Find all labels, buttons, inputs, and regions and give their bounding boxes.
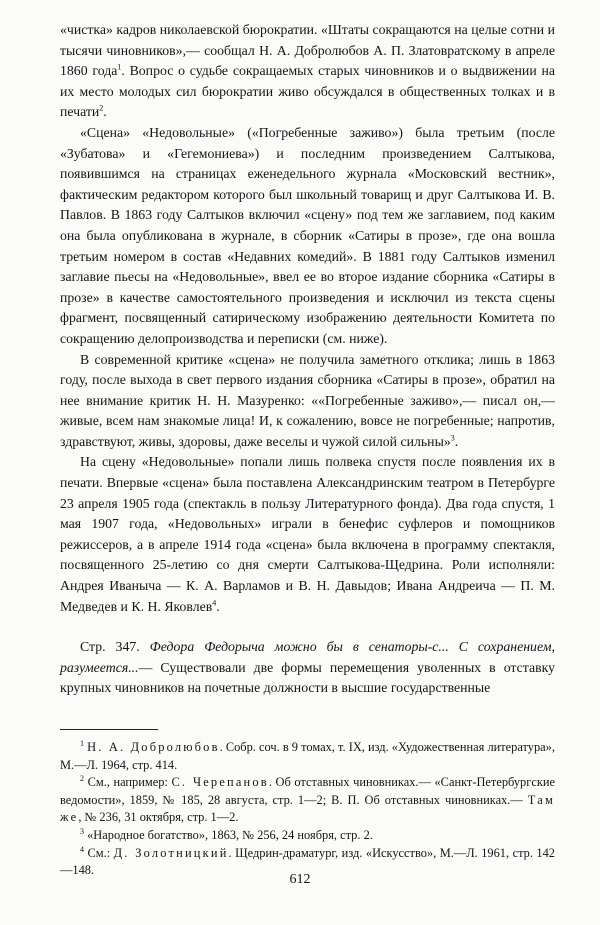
footnote-author: Н. А. Добролюбов	[87, 740, 220, 754]
footnote-1: $^1$ Н. А. Добролюбов. Собр. соч. в 9 томах, т. IX, изд. «Художественная литература», М.—Л. 1964, стр. 414.	[60, 738, 555, 772]
page-number: 612	[289, 872, 311, 887]
footnote-ref-3: 3	[450, 433, 455, 443]
paragraph-4: На сцену «Недовольные» попали лишь полвека спустя после появления их в печати. Впервые «сцена» была поставлена Александринским театром в Петербурге 23 апреля 1905 года (спектакль в пользу Литературного фонда). Два года спустя, 1 мая 1907 года, «Недовольных» играли в бенефис суфлеров и помощников режиссеров, а в апреле 1914 года «сцена» была включена в программу спектакля, посвященного 25-летию со дня смерти Салтыкова-Щедрина. Роли исполняли: Андрея Иваныча — К. А. Варламов и В. Н. Давыдов; Ивана Андреича — П. М. Медведев и К. Н. Яковлев$^4$.	[60, 454, 555, 614]
footnote-ref-4: 4	[212, 598, 217, 608]
footnote-divider	[60, 729, 158, 730]
footnote-author: Д. Золотницкий	[113, 845, 229, 860]
main-text	[60, 20, 555, 699]
footnote-3: $^3$ «Народное богатство», 1863, № 256, 24 ноября, стр. 2.	[80, 826, 373, 842]
commentary-quote: Федора Федорыча можно бы в сенаторы-с... С сохранением, разумеется...	[60, 639, 555, 675]
paragraph-2: «Сцена» «Недовольные» («Погребенные заживо») была третьим (после «Зубатова» и «Гегемониева») и последним произведением Салтыкова, появившимся на страницах еженедельного журнала «Московский вестник», фактическим редактором которого был школьный товарищ и друг Салтыкова И. В. Павлов. В 1863 году Салтыков включил «сцену» под тем же заглавием, под каким она была опубликована в журнале, в сборник «Сатиры в прозе», где она вошла третьим номером в состав «Недавних комедий». В 1881 году Салтыков изменил заглавие пьесы на «Недовольные», ввел ее во второе издание сборника «Сатиры в прозе» в качестве самостоятельного произведения и исключил из текста сцены фрагмент, посвященный сатирическому изображению деятельности Комитета по сокращению делопроизводства и переписки (см. ниже).	[60, 124, 555, 346]
paragraph-3: В современной критике «сцена» не получила заметного отклика; лишь в 1863 году, после выхода в свет первого издания сборника «Сатиры в прозе», обратил на нее внимание критик Н. Н. Мазуренко: ««Погребенные заживо»,— писал он,— живые, всем нам знакомые лица! И, к сожалению, вовсе не погребенные; напротив, здравствуют, живы, здоровы, даже веселы и чужой силой сильны»$^3$.	[60, 351, 555, 449]
footnote-2: $^2$ См., например: С. Черепанов. Об отставных чиновниках.— «Санкт-Петербургские ведомости», 1859, № 185, 28 августа, стр. 1—2; В. П. Об отставных чиновниках.— Там же, № 236, 31 октября, стр. 1—2.	[60, 774, 555, 825]
footnote-author: С. Черепанов	[171, 775, 269, 790]
footnotes	[60, 739, 555, 880]
commentary-paragraph: Стр. 347. Федора Федорыча можно бы в сенаторы-с... С сохранением, разумеется...— Существовали две формы перемещения уволенных в отставку крупных чиновников на почетные должности в высшие государственные	[60, 639, 555, 696]
footnote-ref-1: 1	[117, 62, 122, 72]
paragraph-1: «чистка» кадров николаевской бюрократии. «Штаты сокращаются на целые сотни и тысячи чиновников»,— сообщал Н. А. Добролюбов А. П. Златовратскому в апреле 1860 года$^1$. Вопрос о судьбе сокращаемых старых чиновников и о выдвижении на их место молодых сил бюрократии живо обсуждался в общественных толках и в печати$^2$.	[60, 22, 555, 120]
footnote-4: $^4$ См.: Д. Золотницкий. Щедрин-драматург, изд. «Искусство», М.—Л. 1961, стр. 142—148.	[60, 844, 556, 878]
footnote-ref-2: 2	[99, 103, 104, 113]
